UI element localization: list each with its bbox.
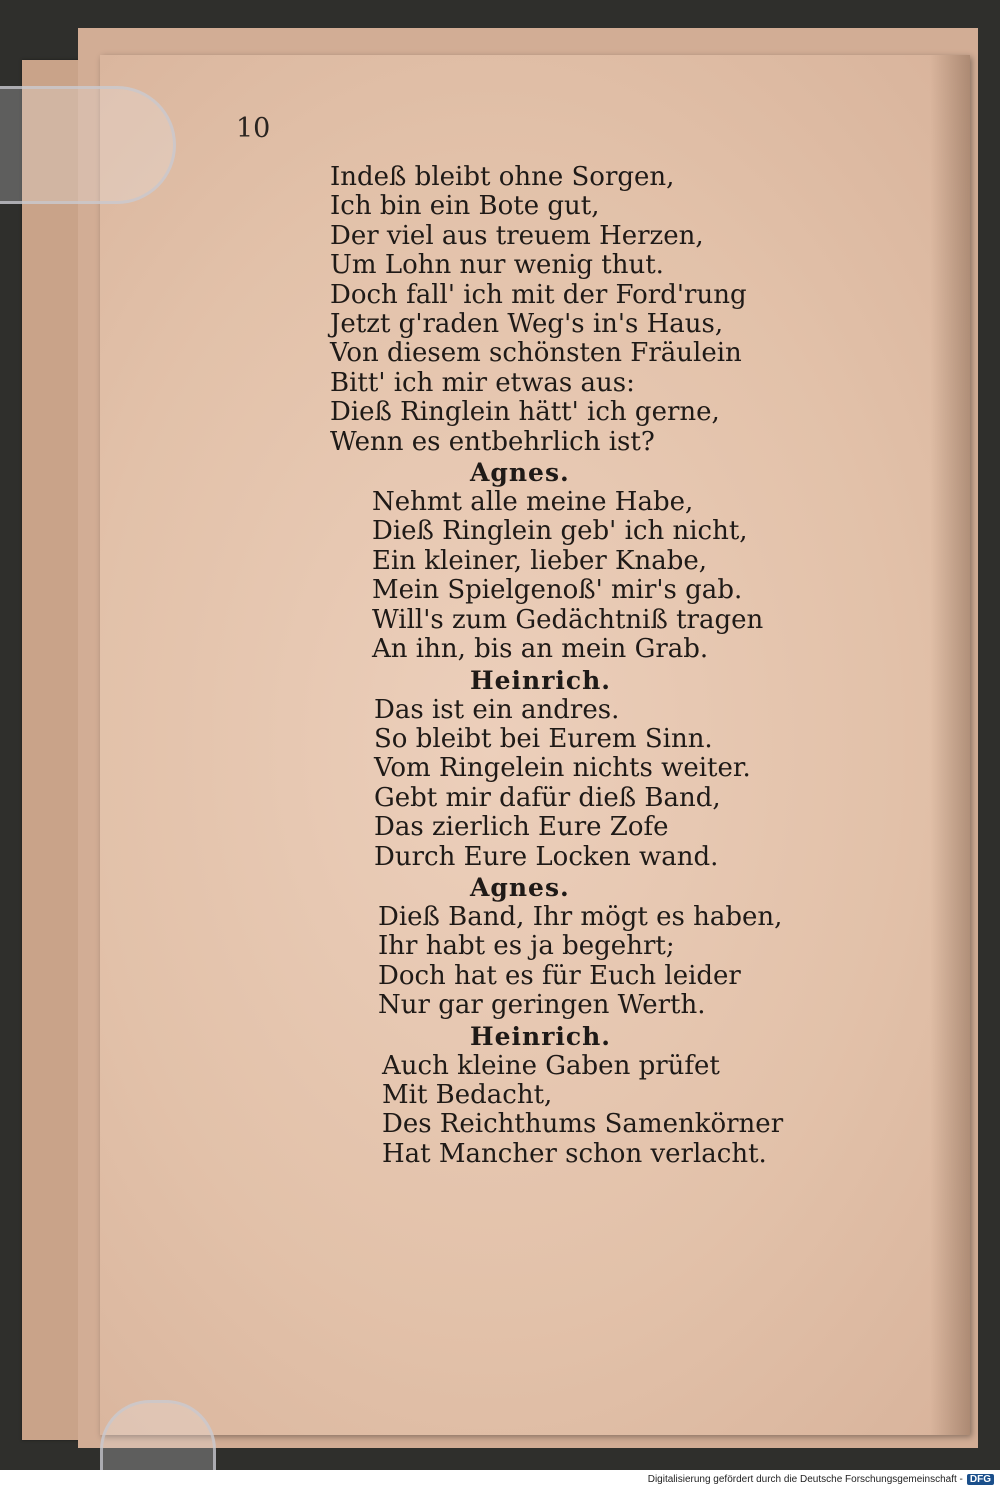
verse-line: Auch kleine Gaben prüfet xyxy=(382,1050,720,1081)
speaker-name: Agnes. xyxy=(470,872,570,902)
verse-line: Von diesem schönsten Fräulein xyxy=(330,338,742,369)
verse-line: Ich bin ein Bote gut, xyxy=(330,191,600,222)
verse-line: Mein Spielgenoß' mir's gab. xyxy=(372,575,743,606)
page-clip-top xyxy=(0,86,176,204)
verse-line: Ein kleiner, lieber Knabe, xyxy=(372,545,708,576)
verse-line: Nehmt alle meine Habe, xyxy=(372,487,694,518)
book-page xyxy=(100,55,970,1435)
speaker-name: Agnes. xyxy=(470,458,570,488)
verse-line: Dieß Ringlein hätt' ich gerne, xyxy=(330,397,720,428)
verse-line: Vom Ringelein nichts weiter. xyxy=(374,753,751,784)
verse-line: Das zierlich Eure Zofe xyxy=(374,812,669,843)
verse-section xyxy=(372,457,890,664)
verse-line: Mit Bedacht, xyxy=(382,1079,553,1110)
verse-text xyxy=(330,163,890,1169)
digitization-footer xyxy=(0,1470,1000,1489)
verse-line: Der viel aus treuem Herzen, xyxy=(330,220,704,251)
verse-line: Dieß Band, Ihr mögt es haben, xyxy=(378,901,783,932)
verse-line: Doch fall' ich mit der Ford'rung xyxy=(330,279,747,310)
spine-shadow xyxy=(930,55,970,1435)
verse-line: Das ist ein andres. xyxy=(374,694,620,725)
verse-line: Hat Mancher schon verlacht. xyxy=(382,1138,767,1169)
speaker-name: Heinrich. xyxy=(470,665,611,695)
verse-line: Wenn es entbehrlich ist? xyxy=(330,426,655,457)
speaker-name: Heinrich. xyxy=(470,1021,611,1051)
verse-line: Des Reichthums Samenkörner xyxy=(382,1109,784,1140)
verse-section xyxy=(330,163,890,457)
verse-line: Durch Eure Locken wand. xyxy=(374,841,719,872)
footer-credit: Digitalisierung gefördert durch die Deutsche Forschungsgemeinschaft - xyxy=(647,1474,963,1485)
verse-line: Indeß bleibt ohne Sorgen, xyxy=(330,162,675,192)
verse-line: Doch hat es für Euch leider xyxy=(378,960,741,991)
verse-section xyxy=(382,1021,890,1170)
verse-line: Nur gar geringen Werth. xyxy=(378,990,706,1021)
verse-line: An ihn, bis an mein Grab. xyxy=(372,634,709,665)
verse-line: Will's zum Gedächtniß tragen xyxy=(372,604,764,635)
verse-line: So bleibt bei Eurem Sinn. xyxy=(374,723,713,754)
verse-line: Dieß Ringlein geb' ich nicht, xyxy=(372,516,748,547)
verse-line: Ihr habt es ja begehrt; xyxy=(378,931,675,962)
verse-section xyxy=(374,665,890,872)
dfg-logo: DFG xyxy=(967,1474,994,1485)
verse-line: Jetzt g'raden Weg's in's Haus, xyxy=(330,309,724,340)
page-number: 10 xyxy=(236,113,271,144)
verse-line: Bitt' ich mir etwas aus: xyxy=(330,367,635,398)
verse-line: Gebt mir dafür dieß Band, xyxy=(374,782,721,813)
verse-line: Um Lohn nur wenig thut. xyxy=(330,250,664,281)
verse-section xyxy=(378,872,890,1021)
